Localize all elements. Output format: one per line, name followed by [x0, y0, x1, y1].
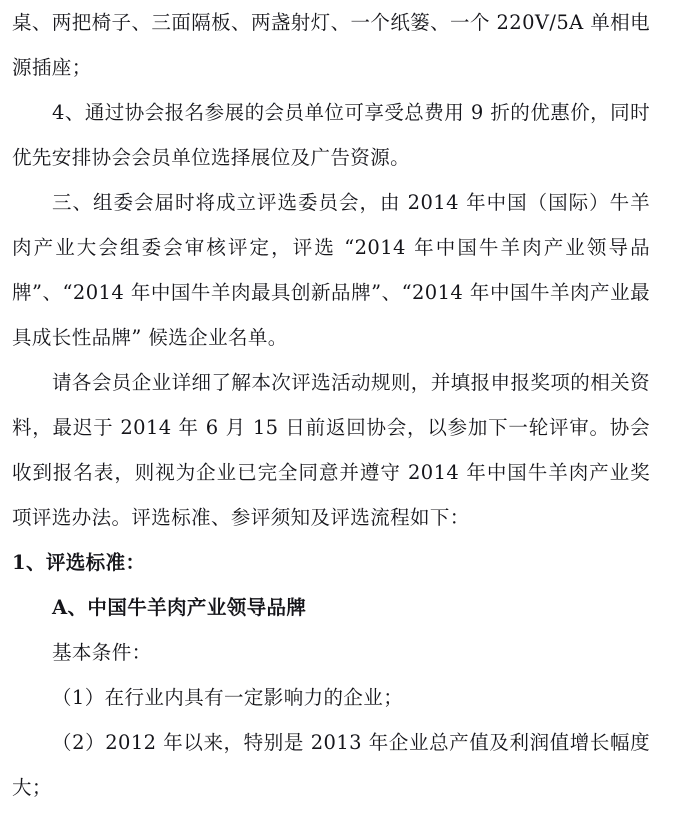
heading-leading-brand: A、中国牛羊肉产业领导品牌 [52, 596, 307, 619]
paragraph-condition-2: （2）2012 年以来，特别是 2013 年企业总产值及利润值增长幅度大； [12, 731, 650, 799]
paragraph-item-three: 三、组委会届时将成立评选委员会，由 2014 年中国（国际）牛羊肉产业大会组委会审核评定，评选 “2014 年中国牛羊肉产业领导品牌”、“2014 年中国牛羊肉最具创新品牌”、“2014 年中国牛羊肉产业最具成长性品牌” 候选企业名单。 [12, 191, 650, 349]
paragraph-notice: 请各会员企业详细了解本次评选活动规则，并填报申报奖项的相关资料，最迟于 2014 年 6 月 15 日前返回协会，以参加下一轮评审。协会收到报名表，则视为企业已完全同意并遵守 2014 年中国牛羊肉产业奖项评选办法。评选标准、参评须知及评选流程如下： [12, 371, 650, 529]
paragraph-equipment: 桌、两把椅子、三面隔板、两盏射灯、一个纸篓、一个 220V/5A 单相电源插座； [12, 11, 650, 79]
paragraph-condition-1: （1）在行业内具有一定影响力的企业； [52, 686, 404, 709]
paragraph-basic-conditions: 基本条件： [52, 641, 152, 664]
paragraph-item-4: 4、通过协会报名参展的会员单位可享受总费用 9 折的优惠价，同时优先安排协会会员单位选择展位及广告资源。 [12, 101, 650, 169]
heading-selection-criteria: 1、评选标准： [12, 551, 146, 574]
